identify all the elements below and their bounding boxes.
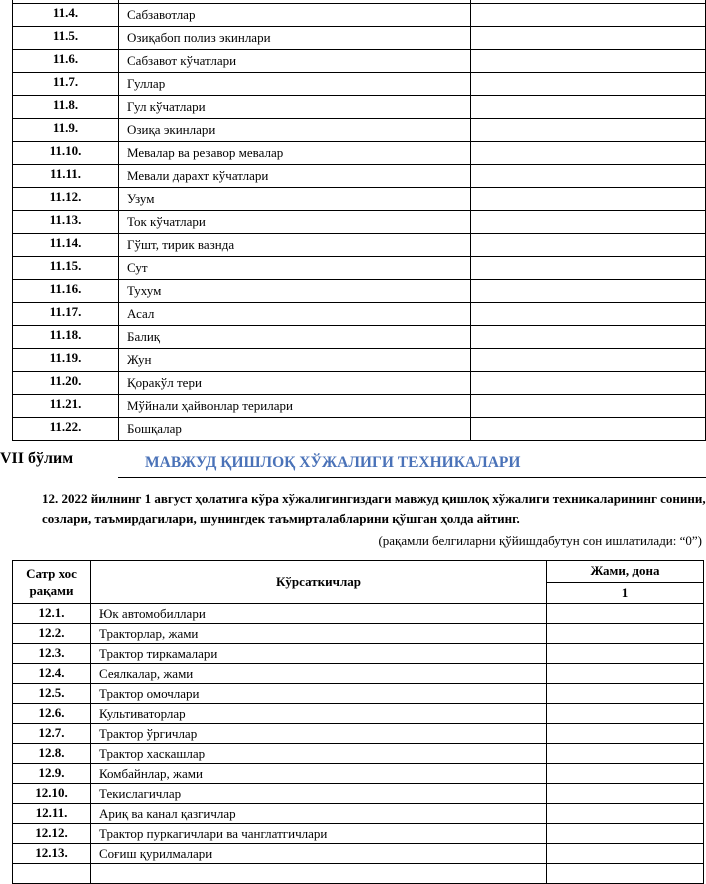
- row-label: Трактор хаскашлар: [91, 744, 547, 764]
- row-code: 11.16.: [13, 279, 119, 302]
- row-code: 12.12.: [13, 824, 91, 844]
- row-code: 12.5.: [13, 684, 91, 704]
- table-row: [13, 844, 704, 864]
- row-label: Трактор ўргичлар: [91, 724, 547, 744]
- row-code: 11.20.: [13, 371, 119, 394]
- table-row: [13, 164, 706, 187]
- row-code: 12.4.: [13, 664, 91, 684]
- products-table: [12, 0, 706, 441]
- row-label: Жун: [119, 348, 471, 371]
- value-cell[interactable]: [547, 804, 704, 824]
- row-code: 11.11.: [13, 164, 119, 187]
- table-row: [13, 624, 704, 644]
- row-code: 12.11.: [13, 804, 91, 824]
- row-label: Юк автомобиллари: [91, 604, 547, 624]
- table-row: [13, 724, 704, 744]
- question-note: (рақамли белгиларни қўйишдабутун сон ишлатилади: “0”): [378, 533, 702, 548]
- value-cell[interactable]: [471, 279, 706, 302]
- row-label: Гул кўчатлари: [119, 95, 471, 118]
- table-row: [13, 49, 706, 72]
- table-row: [13, 824, 704, 844]
- table-row: [13, 684, 704, 704]
- row-code: [13, 864, 91, 884]
- row-code: 12.7.: [13, 724, 91, 744]
- table-row: [13, 644, 704, 664]
- header-total: Жами, дона: [547, 561, 704, 583]
- row-code: 11.8.: [13, 95, 119, 118]
- row-label: Мевали дарахт кўчатлари: [119, 164, 471, 187]
- table-row: [13, 95, 706, 118]
- row-label: Сабзавот кўчатлари: [119, 49, 471, 72]
- row-code: 12.2.: [13, 624, 91, 644]
- row-code: 12.10.: [13, 784, 91, 804]
- row-code: 11.15.: [13, 256, 119, 279]
- value-cell[interactable]: [547, 744, 704, 764]
- table-row: [13, 664, 704, 684]
- row-code: 12.9.: [13, 764, 91, 784]
- value-cell[interactable]: [471, 233, 706, 256]
- table-row: [13, 26, 706, 49]
- table-row: [13, 302, 706, 325]
- table-row: [13, 118, 706, 141]
- row-code: 11.22.: [13, 417, 119, 440]
- row-label: Озиқа экинлари: [119, 118, 471, 141]
- header-code: Сатр хос рақами: [13, 561, 91, 604]
- table-row: [13, 371, 706, 394]
- value-cell[interactable]: [471, 3, 706, 26]
- value-cell[interactable]: [471, 26, 706, 49]
- section-title: МАВЖУД ҚИШЛОҚ ХЎЖАЛИГИ ТЕХНИКАЛАРИ: [145, 454, 521, 471]
- value-cell[interactable]: [471, 164, 706, 187]
- value-cell[interactable]: [547, 684, 704, 704]
- row-code: 11.13.: [13, 210, 119, 233]
- table-row: [13, 744, 704, 764]
- row-label: Соғиш қурилмалари: [91, 844, 547, 864]
- value-cell[interactable]: [547, 624, 704, 644]
- table-row: [13, 72, 706, 95]
- row-label: Сабзавотлар: [119, 3, 471, 26]
- table-row: [13, 3, 706, 26]
- row-label: Текислагичлар: [91, 784, 547, 804]
- row-code: 12.8.: [13, 744, 91, 764]
- value-cell[interactable]: [547, 784, 704, 804]
- row-label: Гуллар: [119, 72, 471, 95]
- row-label: [91, 864, 547, 884]
- value-cell[interactable]: [471, 49, 706, 72]
- row-code: 11.4.: [13, 3, 119, 26]
- value-cell[interactable]: [471, 325, 706, 348]
- value-cell[interactable]: [471, 210, 706, 233]
- row-code: 11.19.: [13, 348, 119, 371]
- row-code: 11.21.: [13, 394, 119, 417]
- row-code: 12.3.: [13, 644, 91, 664]
- row-code: 11.17.: [13, 302, 119, 325]
- value-cell[interactable]: [547, 704, 704, 724]
- value-cell[interactable]: [547, 724, 704, 744]
- value-cell[interactable]: [471, 394, 706, 417]
- value-cell[interactable]: [547, 844, 704, 864]
- row-code: 11.5.: [13, 26, 119, 49]
- row-label: Культиваторлар: [91, 704, 547, 724]
- row-label: Комбайнлар, жами: [91, 764, 547, 784]
- value-cell[interactable]: [547, 864, 704, 884]
- row-code: 11.10.: [13, 141, 119, 164]
- row-label: Трактор омочлари: [91, 684, 547, 704]
- value-cell[interactable]: [471, 371, 706, 394]
- row-label: Сут: [119, 256, 471, 279]
- value-cell[interactable]: [471, 118, 706, 141]
- row-code: 11.6.: [13, 49, 119, 72]
- table-row: [13, 141, 706, 164]
- header-indicator: Кўрсаткичлар: [91, 561, 547, 604]
- table-row: [13, 187, 706, 210]
- title-underline: [118, 477, 706, 478]
- value-cell[interactable]: [547, 764, 704, 784]
- value-cell[interactable]: [471, 417, 706, 440]
- row-label: Тухум: [119, 279, 471, 302]
- row-code: 11.9.: [13, 118, 119, 141]
- row-label: Ток кўчатлари: [119, 210, 471, 233]
- header-col-number: 1: [547, 582, 704, 604]
- value-cell[interactable]: [547, 604, 704, 624]
- value-cell[interactable]: [471, 187, 706, 210]
- table-row: [13, 279, 706, 302]
- machinery-table: [12, 560, 704, 884]
- row-code: 11.18.: [13, 325, 119, 348]
- row-label: Гўшт, тирик вазнда: [119, 233, 471, 256]
- table-row: [13, 233, 706, 256]
- row-label: Қоракўл тери: [119, 371, 471, 394]
- table-row: [13, 604, 704, 624]
- row-label: Узум: [119, 187, 471, 210]
- row-label: Озиқабоп полиз экинлари: [119, 26, 471, 49]
- table-row: [13, 704, 704, 724]
- table-row: [13, 256, 706, 279]
- row-code: 11.7.: [13, 72, 119, 95]
- row-code: 11.12.: [13, 187, 119, 210]
- table-row: [13, 210, 706, 233]
- table-row: [13, 804, 704, 824]
- table-row: [13, 348, 706, 371]
- table-row: [13, 764, 704, 784]
- row-label: Трактор тиркамалари: [91, 644, 547, 664]
- row-label: Асал: [119, 302, 471, 325]
- value-cell[interactable]: [547, 824, 704, 844]
- row-label: Ариқ ва канал қазгичлар: [91, 804, 547, 824]
- row-code: 12.6.: [13, 704, 91, 724]
- value-cell[interactable]: [547, 644, 704, 664]
- row-code: 12.13.: [13, 844, 91, 864]
- row-label: Тракторлар, жами: [91, 624, 547, 644]
- value-cell[interactable]: [471, 95, 706, 118]
- table-row: [13, 325, 706, 348]
- value-cell[interactable]: [471, 141, 706, 164]
- question-text: 12. 2022 йилнинг 1 август ҳолатига кўра хўжалигингиздаги мавжуд қишлоқ хўжалиги техникаларининг сонини, созлари, таъмирдагилари, шунингдек таъмирталабларини қўшган ҳолда айтинг.: [42, 491, 706, 526]
- row-label: Сеялкалар, жами: [91, 664, 547, 684]
- value-cell[interactable]: [471, 72, 706, 95]
- section-number: VII бўлим: [0, 450, 74, 467]
- table-row: [13, 864, 704, 884]
- value-cell[interactable]: [471, 348, 706, 371]
- row-label: Трактор пуркагичлари ва чанглатгичлари: [91, 824, 547, 844]
- row-code: 12.1.: [13, 604, 91, 624]
- value-cell[interactable]: [547, 664, 704, 684]
- row-label: Бошқалар: [119, 417, 471, 440]
- value-cell[interactable]: [471, 256, 706, 279]
- row-label: Балиқ: [119, 325, 471, 348]
- table-row: [13, 784, 704, 804]
- row-code: 11.14.: [13, 233, 119, 256]
- table-row: [13, 394, 706, 417]
- table-row: [13, 417, 706, 440]
- row-label: Мевалар ва резавор мевалар: [119, 141, 471, 164]
- row-label: Мўйнали ҳайвонлар терилари: [119, 394, 471, 417]
- value-cell[interactable]: [471, 302, 706, 325]
